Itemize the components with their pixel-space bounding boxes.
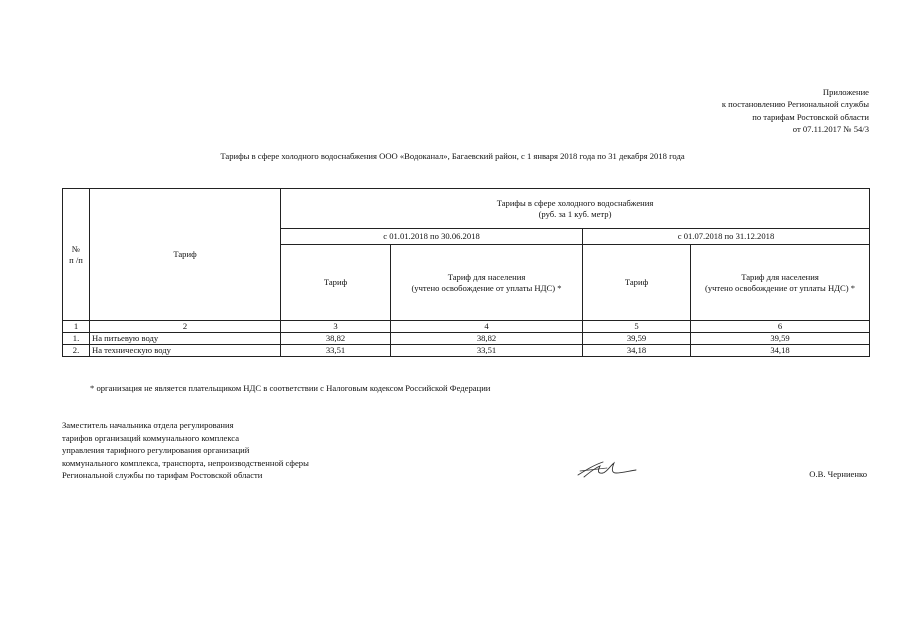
header-text: Тарифы в сфере холодного водоснабжения — [496, 197, 654, 208]
row-number: 2. — [63, 345, 90, 357]
row-value: 38,82 — [281, 333, 391, 345]
subheader-population — [691, 245, 870, 321]
row-value: 38,82 — [391, 333, 583, 345]
period-header: с 01.01.2018 по 30.06.2018 — [281, 229, 583, 245]
appendix-line: Приложение — [822, 87, 869, 97]
header-text: № — [71, 243, 81, 254]
appendix-line: от 07.11.2017 № 54/3 — [792, 124, 869, 135]
period-header: с 01.07.2018 по 31.12.2018 — [583, 229, 870, 245]
row-value: 39,59 — [583, 333, 691, 345]
index-cell: 4 — [391, 321, 583, 333]
row-name: На техническую воду — [90, 345, 281, 357]
header-text: Тариф для населения — [447, 271, 526, 282]
table-row — [63, 333, 870, 345]
subheader-population — [391, 245, 583, 321]
table-row — [63, 345, 870, 357]
table-index-row — [63, 321, 870, 333]
signer-line: Заместитель начальника отдела регулирования — [62, 420, 234, 430]
row-number: 1. — [63, 333, 90, 345]
header-text: (учтено освобождение от уплаты НДС) * — [411, 282, 562, 293]
column-header-tariff: Тариф — [90, 189, 281, 321]
index-cell: 2 — [90, 321, 281, 333]
document-title: Тарифы в сфере холодного водоснабжения ООО «Водоканал», Багаевский район, с 1 января 2018 года по 31 декабря 2018 года — [220, 151, 685, 161]
column-header-number — [63, 189, 90, 321]
signer-line: тарифов организаций коммунального комплекса — [62, 432, 240, 443]
row-value: 34,18 — [691, 345, 870, 357]
header-text: (руб. за 1 куб. метр) — [538, 208, 612, 219]
signer-line: Региональной службы по тарифам Ростовской области — [62, 470, 263, 481]
row-value: 39,59 — [691, 333, 870, 345]
row-value: 33,51 — [391, 345, 583, 357]
table-header-row — [63, 189, 870, 229]
row-value: 33,51 — [281, 345, 391, 357]
signer-block — [62, 419, 309, 482]
header-text: (учтено освобождение от уплаты НДС) * — [704, 282, 856, 293]
index-cell: 3 — [281, 321, 391, 333]
column-group-header — [281, 189, 870, 229]
index-cell: 1 — [63, 321, 90, 333]
appendix-line: по тарифам Ростовской области — [752, 111, 869, 122]
appendix-line: к постановлению Региональной службы — [721, 99, 869, 110]
signer-line: коммунального комплекса, транспорта, непроизводственной сферы — [62, 457, 309, 468]
footnote: * организация не является плательщиком НДС в соответствии с Налоговым кодексом Российской Федерации — [90, 383, 491, 393]
index-cell: 6 — [691, 321, 870, 333]
tariff-table — [62, 188, 870, 357]
header-text: Тариф для населения — [741, 271, 819, 282]
index-cell: 5 — [583, 321, 691, 333]
signer-name: О.В. Черниенко — [809, 469, 867, 479]
header-text: п /п — [69, 254, 83, 265]
appendix-header — [722, 86, 869, 136]
row-name: На питьевую воду — [90, 333, 281, 345]
row-value: 34,18 — [583, 345, 691, 357]
subheader-tariff: Тариф — [583, 245, 691, 321]
signer-line: управления тарифного регулирования организаций — [62, 445, 250, 456]
subheader-tariff: Тариф — [281, 245, 391, 321]
handwritten-signature — [576, 456, 638, 480]
